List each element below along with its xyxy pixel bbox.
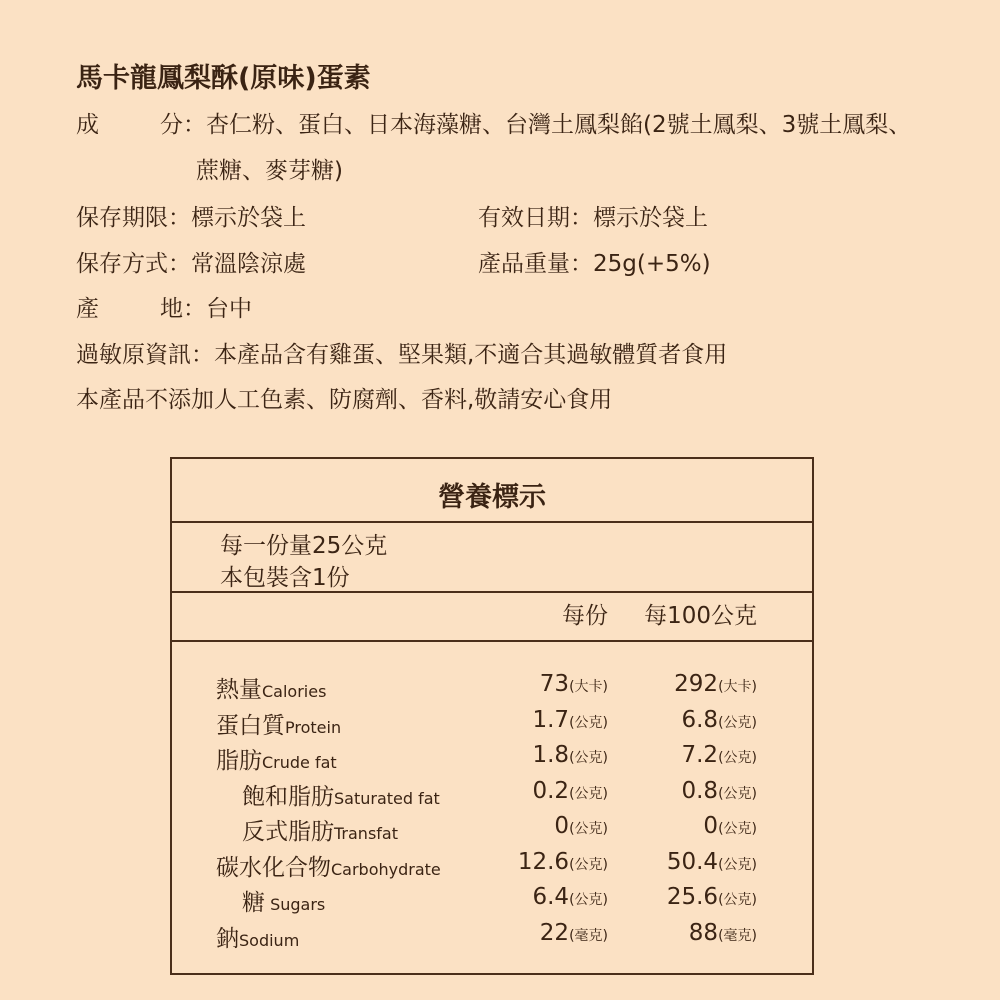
value-unit: (毫克) <box>718 927 757 944</box>
nutrient-name <box>242 884 325 917</box>
ingredients-value-1: 杏仁粉、蛋白、日本海藻糖、台灣土鳳梨餡(2號土鳳梨、3號土鳳梨、 <box>206 112 912 138</box>
storage-row <box>76 245 776 278</box>
value-number: 22 <box>539 919 570 946</box>
value-per-100g <box>681 742 757 768</box>
value-per-serving <box>540 920 608 946</box>
value-per-serving <box>554 813 608 839</box>
nutrient-name-zh: 糖 <box>242 890 265 916</box>
nutrient-name-en: Crude fat <box>262 753 337 772</box>
nutrient-row <box>172 884 812 920</box>
nutrient-name <box>216 920 299 953</box>
origin-value: 台中 <box>206 296 252 322</box>
ingredients-line-2: 蔗糖、麥芽糖) <box>196 158 343 184</box>
divider <box>172 640 812 642</box>
value-number: 1.7 <box>532 706 570 733</box>
value-per-serving <box>532 884 608 910</box>
value-per-serving <box>532 707 608 733</box>
value-unit: (公克) <box>569 821 608 837</box>
value-per-100g <box>674 671 757 697</box>
origin-row <box>76 290 252 323</box>
value-number: 50.4 <box>666 848 719 875</box>
nutrient-name-en: Protein <box>285 717 342 737</box>
nutrient-name-zh: 蛋白質 <box>216 712 285 739</box>
value-unit: (公克) <box>718 714 757 731</box>
additive-note: 本產品不添加人工色素、防腐劑、香料,敬請安心食用 <box>76 387 613 413</box>
allergen-label: 過敏原資訊： <box>76 342 214 368</box>
ingredients-label-a: 成 <box>76 112 99 138</box>
value-per-100g <box>681 778 757 804</box>
nutrient-name <box>216 671 326 704</box>
allergen-row <box>76 336 727 369</box>
value-number: 88 <box>688 919 719 946</box>
nutrient-row <box>172 778 812 814</box>
value-number: 0.2 <box>532 777 570 804</box>
nutrient-row <box>172 849 812 885</box>
value-per-100g <box>667 849 757 875</box>
value-number: 73 <box>539 671 570 697</box>
value-number: 0.8 <box>681 777 719 804</box>
nutrient-row <box>172 671 812 707</box>
storage-label: 保存方式： <box>76 251 191 277</box>
expiry <box>478 199 708 232</box>
value-number: 1.8 <box>532 742 570 768</box>
value-unit: (公克) <box>569 892 608 908</box>
nutrient-name <box>216 849 441 882</box>
value-number: 6.8 <box>681 706 719 733</box>
nutrient-name-zh: 反式脂肪 <box>242 819 334 845</box>
nutrient-name-zh: 脂肪 <box>216 748 262 774</box>
nutrient-row <box>172 813 812 849</box>
value-per-100g <box>703 813 757 839</box>
weight-value: 25g(+5%) <box>593 251 711 277</box>
nutrient-name-en: Transfat <box>334 824 398 843</box>
origin-label-b: 地： <box>160 296 206 322</box>
value-per-serving <box>532 742 608 768</box>
value-per-100g <box>667 884 757 910</box>
value-number: 292 <box>674 671 719 697</box>
shelf-life-row <box>76 199 776 232</box>
value-per-100g <box>681 707 757 733</box>
divider <box>172 521 812 523</box>
shelf-life-value: 標示於袋上 <box>191 205 306 231</box>
storage-value: 常溫陰涼處 <box>191 251 306 277</box>
value-number: 0 <box>703 813 719 839</box>
value-number: 25.6 <box>666 884 719 910</box>
value-unit: (公克) <box>718 892 757 908</box>
nutrient-name <box>242 813 398 846</box>
value-number: 6.4 <box>532 884 570 910</box>
value-unit: (公克) <box>718 821 757 837</box>
shelf-life-label: 保存期限： <box>76 205 191 231</box>
expiry-label: 有效日期： <box>478 205 593 231</box>
value-unit: (公克) <box>569 856 608 873</box>
value-per-100g <box>689 920 757 946</box>
nutrient-row <box>172 742 812 778</box>
value-unit: (公克) <box>569 785 608 802</box>
nutrient-row <box>172 707 812 743</box>
ingredients-line-1 <box>76 106 911 139</box>
value-per-serving <box>532 778 608 804</box>
expiry-value: 標示於袋上 <box>593 205 708 231</box>
nutrient-name-zh: 鈉 <box>216 925 239 952</box>
nutrient-name-en: Sugars <box>265 895 326 914</box>
nutrient-name-en: Calories <box>262 682 327 701</box>
nutrient-name-zh: 碳水化合物 <box>216 854 331 881</box>
nutrient-name-en: Carbohydrate <box>331 859 441 879</box>
value-unit: (公克) <box>569 750 608 766</box>
nutrient-name <box>242 778 440 811</box>
nutrition-facts-panel <box>170 457 814 975</box>
value-unit: (公克) <box>569 714 608 731</box>
nutrient-name-en: Sodium <box>239 930 300 950</box>
nutrient-name <box>216 742 337 775</box>
product-title: 馬卡龍鳳梨酥(原味)蛋素 <box>76 63 371 94</box>
servings-per-pack: 本包裝含1份 <box>220 565 350 591</box>
weight <box>478 245 711 278</box>
col-per-100g: 每100公克 <box>644 603 757 629</box>
weight-label: 產品重量： <box>478 251 593 277</box>
value-unit: (公克) <box>718 750 757 766</box>
nutrient-name-en: Saturated fat <box>334 788 440 808</box>
value-unit: (毫克) <box>569 927 608 944</box>
value-number: 7.2 <box>681 742 719 768</box>
nutrient-name-zh: 熱量 <box>216 677 262 703</box>
value-number: 12.6 <box>517 848 570 875</box>
value-unit: (大卡) <box>569 679 608 695</box>
value-per-serving <box>518 849 608 875</box>
col-per-serving: 每份 <box>562 603 608 629</box>
value-number: 0 <box>554 813 570 839</box>
divider <box>172 591 812 593</box>
ingredients-label-b: 分： <box>160 112 206 138</box>
nutrient-name-zh: 飽和脂肪 <box>242 783 334 810</box>
value-unit: (公克) <box>718 856 757 873</box>
allergen-value: 本產品含有雞蛋、堅果類,不適合其過敏體質者食用 <box>214 342 728 368</box>
nutrient-row <box>172 920 812 956</box>
origin-label-a: 產 <box>76 296 99 322</box>
nutrition-title: 營養標示 <box>438 482 546 513</box>
serving-size: 每一份量25公克 <box>220 533 388 559</box>
value-unit: (大卡) <box>718 679 757 695</box>
nutrient-name <box>216 707 341 740</box>
value-unit: (公克) <box>718 785 757 802</box>
value-per-serving <box>540 671 608 697</box>
